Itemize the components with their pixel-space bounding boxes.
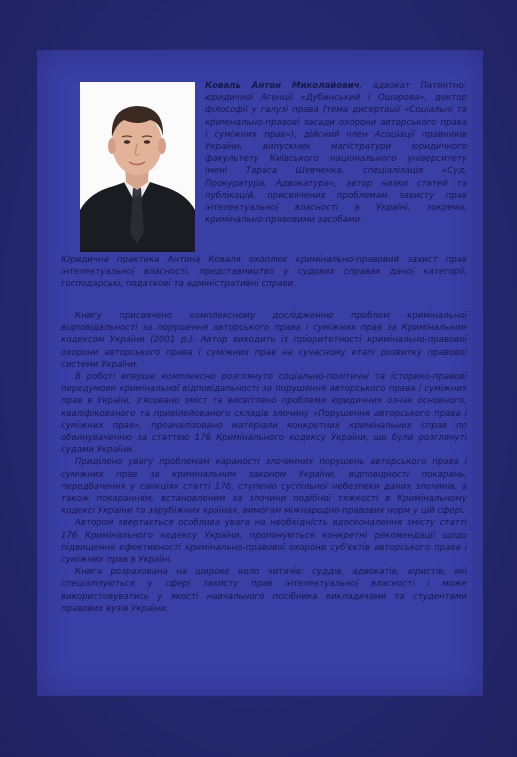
author-portrait-image <box>80 82 195 252</box>
author-bio-text: , адвокат Патентно-юридичної Агенції «Дубинський і Ошарова», доктор філософії у галузі права (тема дисертації «Соціальні та кримінально-правові засади охорони авторського права і суміжних прав»), дійсний член Асоціації правників України, випускник магістратури юридичного факультету Київського національного університету імені Тараса Шевченка, спеціалізація «Суд, Прокуратура, Адвокатура», автор низки статей та публікацій, присвячених проблемам захисту прав інтелектуальної власності в Україні, зокрема, кримінально-правовими засобами. <box>205 81 468 226</box>
description-paragraph: Книга розрахована на широке коло читачів: суддів, адвокатів, юристів, які спеціалізуються у сфері захисту прав інтелектуальної власності і може використовуватись у якості навчального посібника викладачами та студентами правових вузів України. <box>61 567 467 614</box>
author-practice: Юридична практика Антона Коваля охоплює кримінально-правовий захист прав інтелектуальної власності, представництво у судових справах даної категорії, господарські, податкові та адміністративні справи. <box>61 255 467 290</box>
description-paragraph: В роботі вперше комплексно розглянуто соціально-політичні та історико-правові передумови кримінальної відповідальності за порушення авторського права і суміжних прав в Україні, з'ясовано зміст та висвітлено проблеми юридичних ознак основного, кваліфікованого та привілейованого складів злочину «Порушення авторського права і суміжних прав», проаналізовано матеріали конкретних кримінальних справ по обвинуваченню за статтею 176 Кримінального кодексу України, що були розглянуті судами України. <box>61 372 467 456</box>
book-description <box>61 310 467 615</box>
author-photo <box>80 82 195 252</box>
description-paragraph: Приділено увагу проблемам караності злочинних порушень авторського права і суміжних прав за кримінальним законом України, відповідності покарань, передбачених у санкціях статті 176, ступеню суспільної небезпеки даних злочинів, а також покаранням, встановленим за злочини подібної тяжкості в Кримінальному кодексі України та зарубіжних країнах, вимогам міжнародно-правових норм у цій сфері. <box>61 457 467 517</box>
content-panel <box>37 50 483 696</box>
author-bio <box>205 80 467 226</box>
description-paragraph: Книгу присвячено комплексному дослідженню проблем кримінальної відповідальності за порушення авторського права і суміжних прав за Кримінальним кодексом України (2001 р.). Автор виходить із пріоритетності кримінально-правової охорони авторського права і суміжних прав на сучасному етапі розвитку правової системи України. <box>61 311 467 370</box>
description-paragraph: Автором звертається особлива увага на необхідність вдосконалення змісту статті 176 Кримінального кодексу України, пропонуються конкретні рекомендації щодо підвищення ефективності кримінально-правової охорони суб'єктів авторського права і суміжних прав в Україні. <box>61 518 467 566</box>
author-name: Коваль Антон Миколайович <box>205 81 360 91</box>
